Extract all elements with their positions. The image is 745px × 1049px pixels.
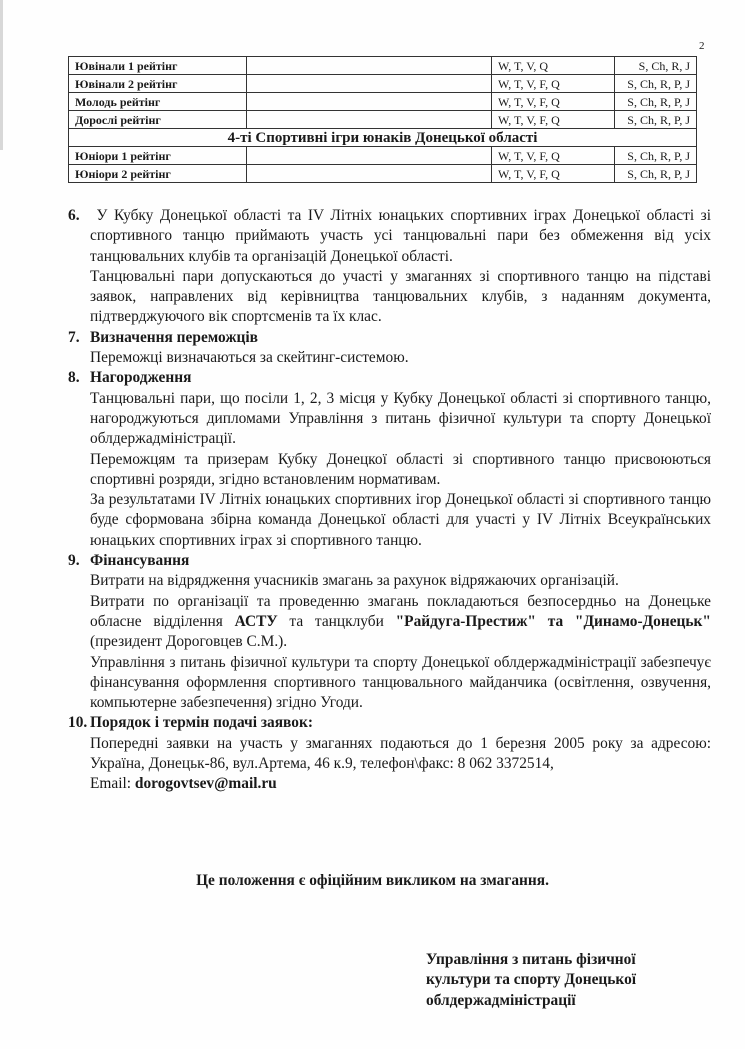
section-8 — [68, 368, 711, 551]
latin-dances: S, Ch, R, J — [615, 57, 697, 75]
standard-dances: W, T, V, F, Q — [492, 165, 615, 183]
paragraph: Танцювальні пари допускаються до участі у змаганнях зі спортивного танцю на підставі заявок, направлених від керівництва танцювальних клубів, з наданням документа, підтверджуючого вік спортсменів та їх клас. — [90, 267, 711, 326]
paragraph: У Кубку Донецької області та IV Літніх юнацьких спортивних іграх Донецької області зі спортивного танцю приймають участь усі танцювальні пари без обмеження від усіх танцювальних клубів та організацій Донецької області. — [90, 207, 711, 265]
paragraph: Танцювальні пари, що посіли 1, 2, 3 місця у Кубку Донецької області зі спортивного танцю, нагороджуються дипломами Управління з питань фізичної культури та спорту Донецької облдержадміністрації. — [90, 389, 711, 448]
section-heading: Нагородження — [90, 369, 192, 387]
paragraph: Витрати по організації та проведенню змагань покладаються безпосердньо на Донецьке обласне відділення АСТУ та танцклуби "Райдуга-Престиж" та "Динамо-Донецьк" (президент Дороговцев С.М.). — [90, 592, 711, 651]
section-heading: Фінансування — [90, 552, 190, 570]
standard-dances: W, T, V, F, Q — [492, 75, 615, 93]
email-address: dorogovtsev@mail.ru — [134, 775, 277, 793]
blank-cell — [247, 147, 492, 165]
blank-cell — [247, 165, 492, 183]
standard-dances: W, T, V, Q — [492, 57, 615, 75]
document-body — [68, 206, 711, 795]
paragraph: Попередні заявки на участь у змаганнях подаються до 1 березня 2005 року за адресою: Україна, Донецьк-86, вул.Артема, 46 к.9, телефон\факс: 8 062 3372514, — [90, 734, 711, 773]
table-section-row — [69, 129, 697, 147]
paragraph: Управління з питань фізичної культури та спорту Донецької облдержадміністрації забезпечує фінансування оформлення спортивного танцювального майданчика (освітлення, озвучення, компьютерне забезпечення) згідно Угоди. — [90, 653, 711, 712]
events-table — [68, 56, 697, 183]
latin-dances: S, Ch, R, P, J — [615, 75, 697, 93]
latin-dances: S, Ch, R, P, J — [615, 111, 697, 129]
blank-cell — [247, 111, 492, 129]
table-row — [69, 75, 697, 93]
section-heading: Визначення переможців — [90, 328, 258, 346]
category-name: Ювінали 1 рейтінг — [69, 57, 247, 75]
category-name: Юніори 2 рейтінг — [69, 165, 247, 183]
standard-dances: W, T, V, F, Q — [492, 147, 615, 165]
signature-line: культури та спорту Донецької — [426, 971, 637, 989]
page-number: 2 — [699, 40, 705, 52]
standard-dances: W, T, V, F, Q — [492, 111, 615, 129]
paragraph: Переможцям та призерам Кубку Донецкої області зі спортивного танцю присвоюються спортивні розряди, згідно встановленим нормативам. — [90, 450, 711, 488]
paragraph: За результатами IV Літніх юнацьких спортивних ігор Донецької області зі спортивного танцю буде сформована збірна команда Донецької області для участі у IV Літніх Всеукраїнських юнацьких спортивних іграх зі спортивного танцю. — [90, 491, 711, 549]
email-line: Email: dorogovtsev@mail.ru — [90, 775, 277, 793]
signature-line: облдержадміністрації — [426, 991, 576, 1009]
section-number: 8. — [68, 369, 80, 387]
latin-dances: S, Ch, R, P, J — [615, 147, 697, 165]
standard-dances: W, T, V, F, Q — [492, 93, 615, 111]
section-number: 10. — [68, 714, 88, 732]
blank-cell — [247, 57, 492, 75]
section-title: 4-ті Спортивні ігри юнаків Донецької області — [69, 129, 697, 147]
section-number: 9. — [68, 552, 80, 570]
category-name: Молодь рейтінг — [69, 93, 247, 111]
section-9 — [68, 551, 711, 713]
section-number: 7. — [68, 328, 80, 346]
club-names: "Райдуга-Престиж" та "Динамо-Донецьк" — [395, 612, 711, 630]
table-row — [69, 57, 697, 75]
signature-line: Управління з питань фізичної — [426, 951, 636, 968]
section-10 — [68, 713, 711, 794]
latin-dances: S, Ch, R, P, J — [615, 165, 697, 183]
section-heading: Порядок і термін подачі заявок: — [90, 714, 313, 732]
latin-dances: S, Ch, R, P, J — [615, 93, 697, 111]
category-name: Юніори 1 рейтінг — [69, 147, 247, 165]
table-row — [69, 93, 697, 111]
section-6 — [68, 206, 711, 328]
category-name: Ювінали 2 рейтінг — [69, 75, 247, 93]
section-number: 6. — [68, 207, 80, 224]
paragraph: Витрати на відрядження учасників змагань за рахунок відряжаючих організацій. — [90, 572, 619, 590]
org-name: АСТУ — [234, 612, 278, 630]
paragraph: Переможці визначаються за скейтинг-системою. — [90, 349, 409, 367]
category-name: Дорослі рейтінг — [69, 111, 247, 129]
table-row — [69, 165, 697, 183]
official-notice: Це положення є офіційним викликом на змагання. — [196, 872, 549, 889]
table-row — [69, 147, 697, 165]
signature-block — [426, 950, 636, 1011]
table-row — [69, 111, 697, 129]
section-7 — [68, 328, 711, 369]
blank-cell — [247, 93, 492, 111]
scan-edge — [0, 0, 3, 150]
blank-cell — [247, 75, 492, 93]
